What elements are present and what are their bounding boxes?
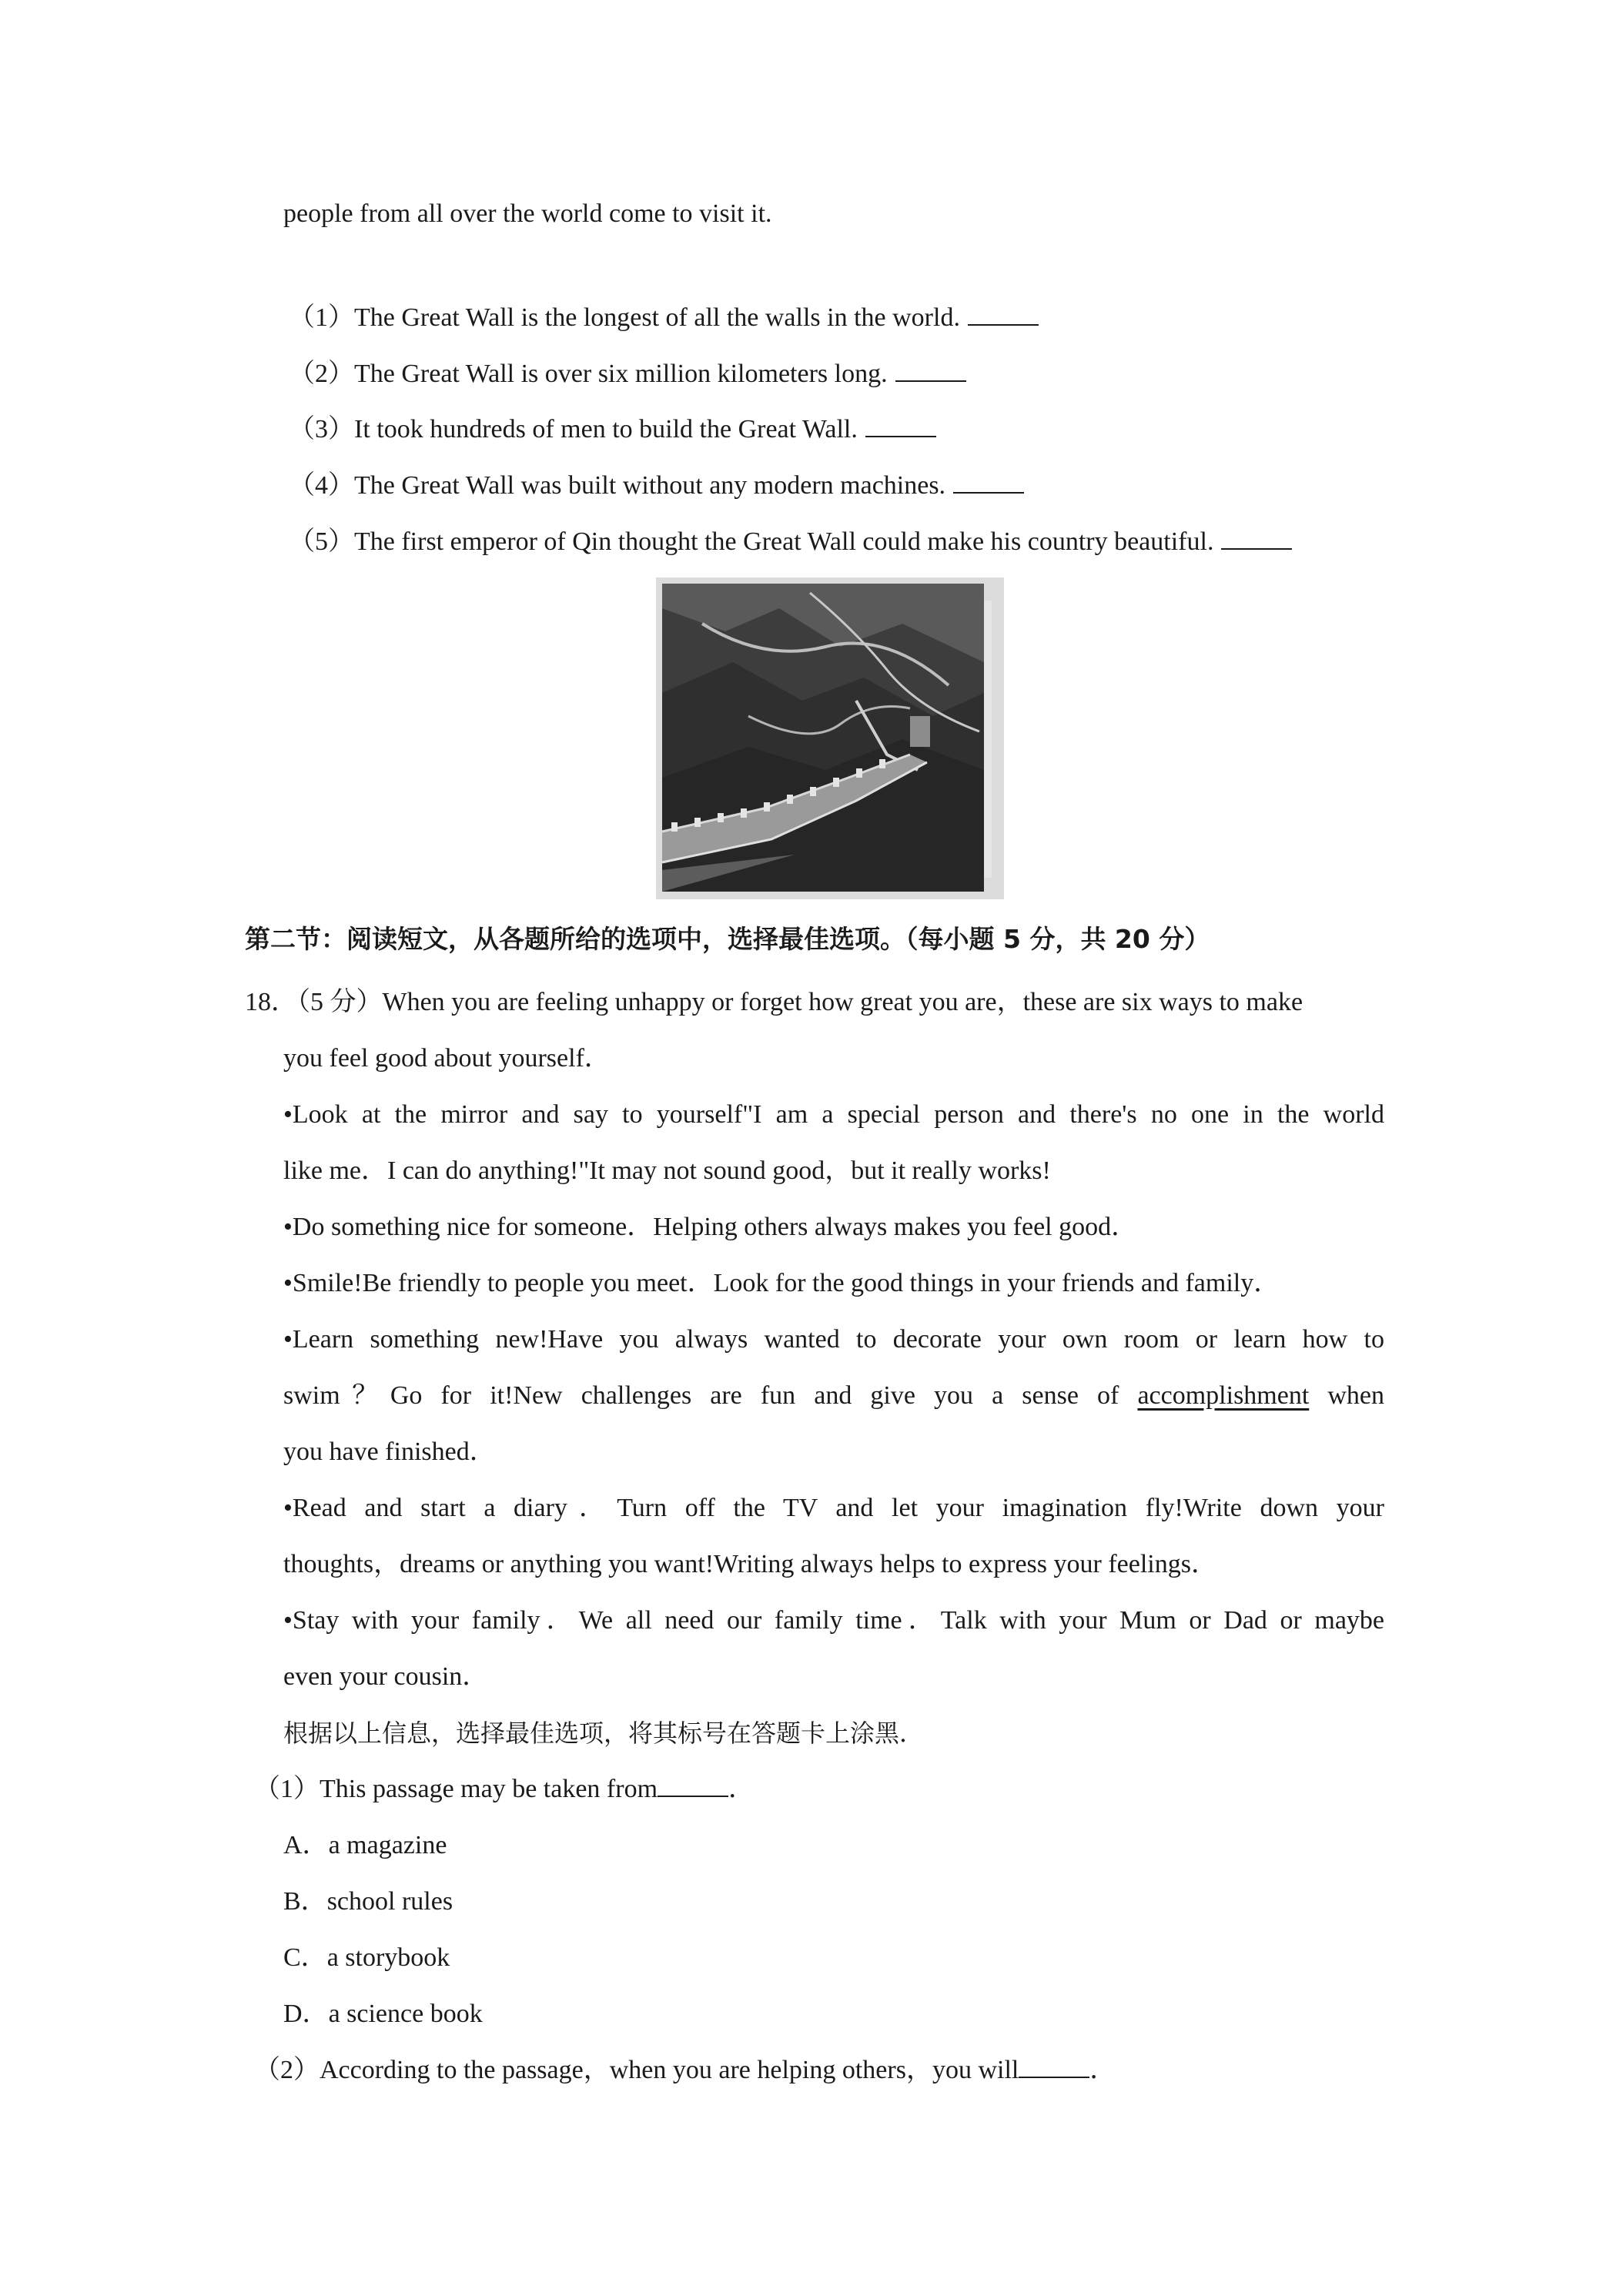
item-number: （1）	[289, 303, 354, 332]
answer-blank[interactable]	[895, 357, 966, 382]
option-d[interactable]	[283, 1997, 483, 2031]
question-18-line-1	[245, 986, 1303, 1019]
item-text: The first emperor of Qin thought the Great Wall could make his country beautiful.	[354, 527, 1214, 556]
question-text: （1）This passage may be taken from	[254, 1775, 658, 1803]
tip-4-line-3: you have finished．	[283, 1438, 496, 1466]
item-text: It took hundreds of men to build the Great Wall.	[354, 415, 858, 443]
tip-6-line-1: •Stay with your family．We all need our family time．Talk with your Mum or Dad or maybe	[283, 1606, 1384, 1635]
passage-line: you feel good about yourself．	[283, 1044, 611, 1073]
tip-2: •Do something nice for someone．Helping others always makes you feel good．	[283, 1213, 1138, 1241]
passage-text: when	[1327, 1381, 1385, 1410]
tf-item-5	[289, 525, 1292, 559]
option-text: a magazine	[328, 1831, 447, 1859]
tip-3: •Smile!Be friendly to people you meet．Look for the good things in your friends and family．	[283, 1269, 1280, 1297]
question-end: ．	[1089, 2056, 1116, 2084]
item-text: The Great Wall is over six million kilometers long.	[354, 360, 888, 388]
answer-blank[interactable]	[1019, 2053, 1089, 2078]
answer-blank[interactable]	[968, 301, 1039, 326]
option-letter: A．	[283, 1831, 329, 1859]
passage-text: swim？Go for it!New challenges are fun and give you a sense of	[283, 1381, 1119, 1410]
option-c[interactable]	[283, 1941, 450, 1975]
tip-4-line-1: •Learn something new!Have you always wanted to decorate your own room or learn how to	[283, 1325, 1384, 1354]
tf-item-1	[289, 301, 1039, 335]
option-b[interactable]	[283, 1885, 453, 1919]
item-number: （4）	[289, 471, 354, 500]
instruction: 根据以上信息，选择最佳选项，将其标号在答题卡上涂黑．	[283, 1719, 925, 1748]
great-wall-photo	[656, 577, 1004, 899]
sub-question-2	[254, 2053, 1116, 2087]
item-number: （5）	[289, 527, 354, 556]
answer-blank[interactable]	[1221, 525, 1292, 550]
passage-text: When you are feeling unhappy or forget how great you are，these are six ways to make	[382, 988, 1303, 1016]
question-score: （5 分）	[297, 988, 383, 1016]
option-a[interactable]	[283, 1829, 447, 1863]
question-text: （2）According to the passage，when you are helping others，you will	[254, 2056, 1019, 2084]
tip-4-line-2	[283, 1379, 1384, 1413]
section-heading: 第二节：阅读短文，从各题所给的选项中，选择最佳选项。（每小题 5 分，共 20 分）	[245, 924, 1210, 954]
tf-item-2	[289, 357, 966, 391]
item-number: （3）	[289, 415, 354, 443]
tf-item-4	[289, 469, 1024, 503]
option-text: a science book	[328, 2000, 483, 2028]
item-text: The Great Wall is the longest of all the walls in the world.	[354, 303, 960, 332]
tip-1-line-1: •Look at the mirror and say to yourself"I am a special person and there's no one in the world	[283, 1100, 1384, 1129]
option-letter: B．	[283, 1887, 327, 1916]
tip-5-line-2: thoughts，dreams or anything you want!Writing always helps to express your feelings．	[283, 1550, 1217, 1578]
option-text: a storybook	[326, 1943, 450, 1972]
question-number: 18．	[245, 988, 297, 1016]
sub-question-1	[254, 1772, 755, 1806]
underlined-word: accomplishment	[1137, 1381, 1310, 1410]
item-number: （2）	[289, 360, 354, 388]
answer-blank[interactable]	[658, 1772, 728, 1797]
answer-blank[interactable]	[865, 413, 936, 437]
tip-5-line-1: •Read and start a diary．Turn off the TV and let your imagination fly!Write down your	[283, 1494, 1384, 1522]
option-letter: D．	[283, 2000, 329, 2028]
option-text: school rules	[326, 1887, 453, 1916]
answer-blank[interactable]	[953, 469, 1024, 494]
great-wall-photo-image	[656, 577, 1004, 899]
option-letter: C．	[283, 1943, 327, 1972]
intro-line: people from all over the world come to visit it.	[283, 199, 772, 228]
tip-6-line-2: even your cousin．	[283, 1662, 489, 1691]
item-text: The Great Wall was built without any modern machines.	[354, 471, 946, 500]
tip-1-line-2: like me．I can do anything!"It may not sound good，but it really works!	[283, 1156, 1051, 1185]
tf-item-3	[289, 413, 936, 447]
question-end: ．	[728, 1775, 755, 1803]
